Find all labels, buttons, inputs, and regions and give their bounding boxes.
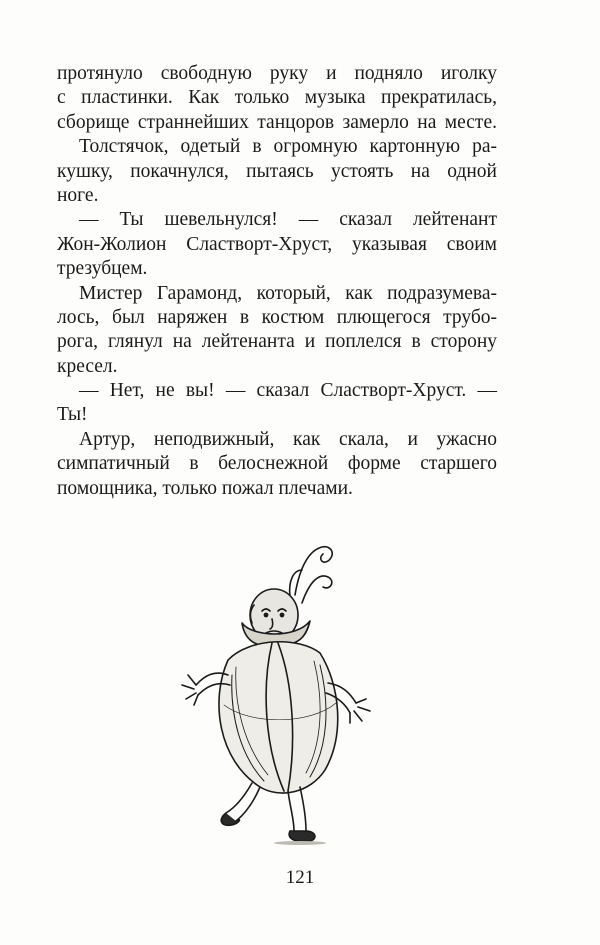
text-line: Артур, неподвижный, как скала, и ужасно: [79, 428, 497, 450]
text-line: Жон-Жолион Сластворт-Хруст, указывая своим: [57, 233, 497, 255]
text-line: рога, глянул на лейтенанта и поплелся в сторону: [57, 331, 497, 353]
text-line: помощника, только пожал плечами.: [57, 477, 353, 499]
shell-costume-man-illustration: [160, 525, 410, 845]
body-text: [57, 62, 497, 501]
text-line: ноге.: [57, 184, 99, 206]
text-line: трезубцем.: [57, 258, 148, 280]
text-line: Толстячок, одетый в огромную картонную ра-: [79, 136, 497, 158]
text-line: — Нет, не вы! — сказал Сластворт-Хруст. —: [79, 380, 497, 402]
text-line: кушку, покачнулся, пытаясь устоять на одной: [57, 160, 497, 182]
text-line: симпатичный в белоснежной форме старшего: [57, 453, 497, 475]
text-line: лось, был наряжен в костюм плющегося трубо-: [57, 306, 497, 328]
text-line: сборище страннейших танцоров замерло на месте.: [57, 111, 497, 133]
text-line: кресел.: [57, 355, 118, 377]
text-line: Мистер Гарамонд, который, как подразумева-: [79, 282, 497, 304]
text-line: протянуло свободную руку и подняло иголку: [57, 63, 497, 84]
text-line: — Ты шевельнулся! — сказал лейтенант: [79, 209, 497, 231]
page-number: 121: [285, 867, 315, 888]
text-line: с пластинки. Как только музыка прекратилась,: [57, 87, 497, 109]
text-line: Ты!: [57, 404, 88, 426]
